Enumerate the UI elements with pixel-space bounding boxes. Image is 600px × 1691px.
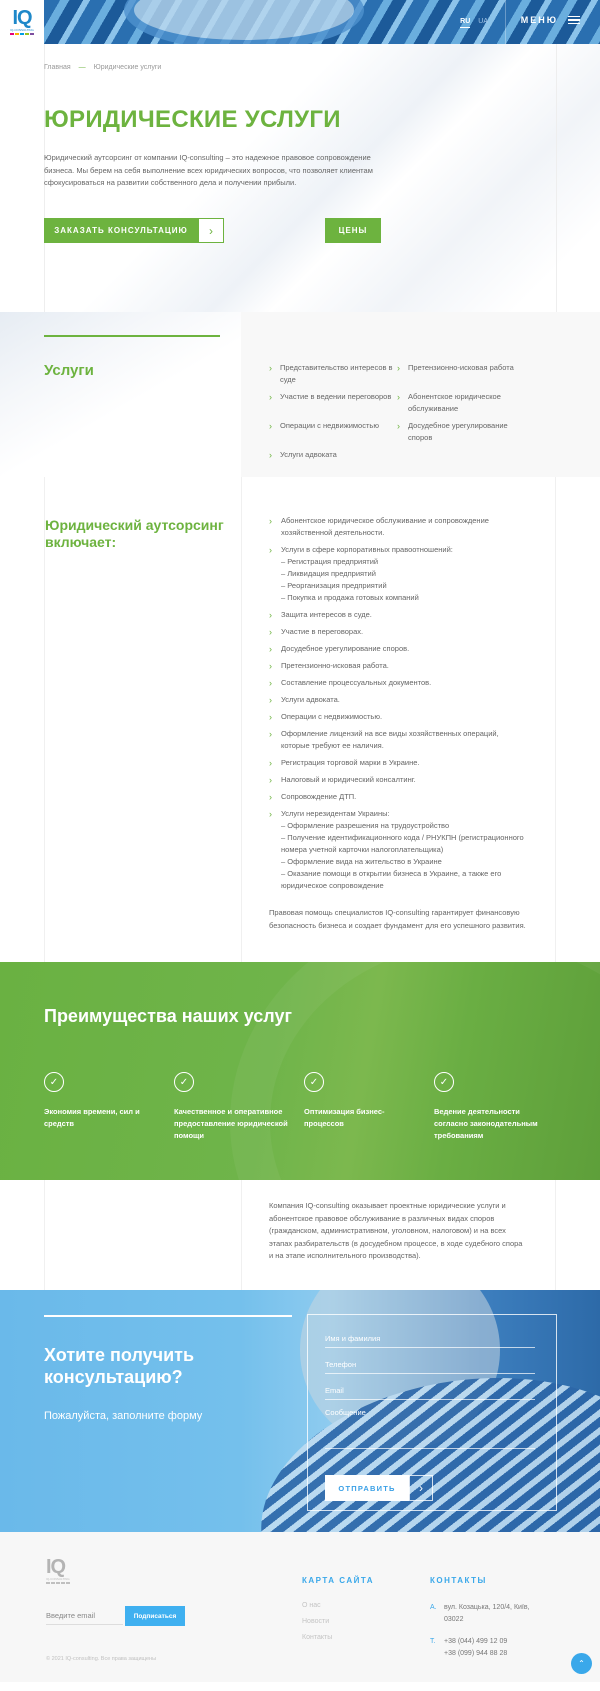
service-item[interactable] — [269, 362, 397, 386]
advantages-title-rest: наших услуг — [176, 1006, 292, 1026]
footer-logo-subtitle: IQ-CONSULTING — [46, 1577, 70, 1581]
outsourcing-item — [269, 544, 527, 604]
chevron-right-icon: › — [269, 627, 272, 637]
breadcrumb-separator: — — [78, 64, 86, 71]
site-footer — [0, 1532, 600, 1682]
outsourcing-item — [269, 808, 527, 892]
advantages-title-bold: Преимущества — [44, 1006, 177, 1026]
address: вул. Козацька, 120/4, Київ, 03022 — [444, 1604, 530, 1623]
breadcrumb — [44, 64, 161, 71]
spacer — [44, 1180, 241, 1290]
prices-button[interactable]: ЦЕНЫ — [325, 218, 381, 243]
outsourcing-item-body — [281, 808, 527, 892]
advantage-item — [304, 1072, 434, 1142]
chevron-right-icon: › — [397, 421, 400, 431]
accent-rule — [44, 1315, 292, 1317]
advantage-text: Ведение деятельности согласно законодательным требованиям — [434, 1107, 538, 1140]
outsourcing-sub-item: – Получение идентификационного кода / РНУКПН (регистрационного номера учетной карточки налогоплательщика) — [281, 833, 524, 854]
outsourcing-content — [241, 477, 556, 962]
footer-logo-dots — [46, 1582, 70, 1584]
advantage-item — [434, 1072, 564, 1142]
outsourcing-sub-item: – Оформление вида на жительство в Украине — [281, 857, 442, 866]
sitemap-link-news[interactable]: Новости — [302, 1618, 330, 1625]
check-circle-icon: ✓ — [434, 1072, 454, 1092]
lang-ua[interactable]: UA — [478, 18, 488, 25]
services-list-area — [241, 312, 600, 477]
outsourcing-sub-item: – Оформление разрешения на трудоустройство — [281, 821, 450, 830]
outsourcing-item — [269, 660, 527, 672]
advantage-text: Качественное и оперативное предоставление юридической помощи — [174, 1107, 288, 1140]
consultation-title-line2: консультацию? — [44, 1367, 183, 1387]
services-list — [269, 362, 525, 461]
chevron-right-icon: › — [198, 218, 224, 243]
outsourcing-sub-item: – Регистрация предприятий — [281, 557, 379, 566]
chevron-right-icon: › — [269, 363, 272, 373]
outsourcing-item-text: Оформление лицензий на все виды хозяйственных операций, которые требуют ее наличия. — [281, 729, 499, 750]
outsourcing-sub-item: – Покупка и продажа готовых компаний — [281, 593, 419, 602]
outsourcing-item-body — [281, 791, 527, 803]
accent-rule — [44, 335, 220, 337]
hero-section — [0, 44, 600, 312]
outsourcing-item — [269, 643, 527, 655]
outsourcing-item-body — [281, 711, 527, 723]
outsourcing-item-body — [281, 757, 527, 769]
advantages-list — [44, 1072, 564, 1142]
submit-button[interactable] — [325, 1475, 433, 1501]
chevron-right-icon: › — [269, 809, 272, 819]
outsourcing-list — [269, 515, 527, 892]
chevron-right-icon: › — [269, 610, 272, 620]
address-key: А. — [430, 1604, 437, 1611]
divider — [505, 0, 506, 44]
consultation-subtitle: Пожалуйста, заполните форму — [44, 1410, 203, 1422]
outsourcing-item-body — [281, 544, 527, 604]
service-label: Претензионно-исковая работа — [408, 363, 514, 372]
outsourcing-item-text: Претензионно-исковая работа. — [281, 661, 389, 670]
service-item[interactable] — [397, 391, 525, 415]
advantage-text: Экономия времени, сил и средств — [44, 1107, 140, 1128]
sitemap-link-contacts[interactable]: Контакты — [302, 1634, 333, 1641]
outsourcing-item-body — [281, 774, 527, 786]
hero-intro: Юридический аутсорсинг от компании IQ-consulting – это надежное правовое сопровождение бизнеса. Мы берем на себя выполнение всех юридических вопросов, что позволяет клиентам сфокусироваться на развитии собственного дела и получении прибыли. — [44, 153, 373, 187]
phone-list — [444, 1636, 507, 1660]
phone-key: Т. — [430, 1638, 436, 1645]
outsourcing-item-text: Абонентское юридическое обслуживание и сопровождение хозяйственной деятельности. — [281, 516, 489, 537]
services-section — [0, 312, 600, 477]
chevron-right-icon: › — [269, 792, 272, 802]
outsourcing-item-body — [281, 660, 527, 672]
consultation-form — [307, 1314, 557, 1511]
service-label: Услуги адвоката — [280, 450, 337, 459]
check-circle-icon: ✓ — [304, 1072, 324, 1092]
order-consultation-button[interactable] — [44, 218, 224, 243]
address-row — [430, 1602, 544, 1626]
chevron-right-icon: › — [269, 661, 272, 671]
menu-label: МЕНЮ — [520, 15, 558, 25]
phone-row — [430, 1636, 544, 1660]
outsourcing-item-text: Услуги нерезидентам Украины: — [281, 809, 390, 818]
outsourcing-item-body — [281, 515, 527, 539]
services-heading-area — [0, 312, 241, 477]
advantage-item — [174, 1072, 304, 1142]
advantage-item — [44, 1072, 174, 1142]
outsourcing-item-body — [281, 677, 527, 689]
service-label: Досудебное урегулирование споров — [408, 421, 508, 442]
breadcrumb-home[interactable]: Главная — [44, 64, 71, 71]
advantage-text: Оптимизация бизнес-процессов — [304, 1107, 385, 1128]
outsourcing-item — [269, 728, 527, 752]
service-label: Представительство интересов в суде — [280, 363, 393, 384]
service-item[interactable] — [397, 420, 525, 444]
sitemap-links — [302, 1602, 332, 1641]
outsourcing-item-text: Составление процессуальных документов. — [281, 678, 432, 687]
chevron-right-icon: › — [269, 545, 272, 555]
chevron-up-icon: ⌃ — [578, 1659, 585, 1668]
outsourcing-item-body — [281, 694, 527, 706]
logo-color-dots — [10, 33, 34, 35]
subscribe-button[interactable]: Подписаться — [125, 1606, 185, 1626]
outsourcing-item-body — [281, 609, 527, 621]
sitemap-title: КАРТА САЙТА — [302, 1576, 375, 1585]
sitemap-link-about[interactable]: О нас — [302, 1602, 321, 1609]
page-title: ЮРИДИЧЕСКИЕ УСЛУГИ — [44, 106, 341, 133]
outsourcing-item — [269, 609, 527, 621]
advantages-section — [0, 962, 600, 1180]
consultation-title — [44, 1344, 194, 1388]
chevron-right-icon: › — [269, 421, 272, 431]
chevron-right-icon: › — [269, 695, 272, 705]
menu-button[interactable] — [521, 15, 580, 25]
chevron-right-icon: › — [397, 363, 400, 373]
outsourcing-item-text: Сопровождение ДТП. — [281, 792, 357, 801]
chevron-right-icon: › — [269, 775, 272, 785]
outsourcing-item-text: Операции с недвижимостью. — [281, 712, 383, 721]
site-header — [0, 0, 600, 44]
chevron-right-icon: › — [269, 712, 272, 722]
contacts-block — [430, 1602, 544, 1670]
copyright: © 2021 IQ-consulting. Все права защищены — [46, 1656, 157, 1662]
outsourcing-sub-item: – Оказание помощи в открытии бизнеса в Украине, а также его юридическое сопровождение — [281, 869, 502, 890]
service-item[interactable] — [397, 362, 525, 386]
message-field[interactable] — [325, 1405, 535, 1449]
consultation-section — [0, 1290, 600, 1532]
breadcrumb-current: Юридические услуги — [93, 64, 162, 71]
services-title: Услуги — [44, 362, 94, 379]
chevron-right-icon: › — [269, 678, 272, 688]
scroll-to-top-button[interactable] — [571, 1653, 592, 1674]
chevron-right-icon: › — [269, 392, 272, 402]
phone-link[interactable]: +38 (044) 499 12 09 — [444, 1638, 508, 1645]
outsourcing-item — [269, 774, 527, 786]
contacts-title: КОНТАКТЫ — [430, 1576, 487, 1585]
grid-line — [556, 44, 557, 312]
service-item[interactable] — [269, 449, 397, 461]
company-description-section — [0, 1180, 600, 1290]
outsourcing-item-text: Услуги адвоката. — [281, 695, 340, 704]
outsourcing-item-text: Услуги в сфере корпоративных правоотношений: — [281, 545, 453, 554]
order-consultation-label: ЗАКАЗАТЬ КОНСУЛЬТАЦИЮ — [44, 218, 198, 243]
chevron-right-icon: › — [269, 729, 272, 739]
footer-logo-text: IQ — [46, 1556, 66, 1578]
outsourcing-item — [269, 711, 527, 723]
outsourcing-item-body — [281, 728, 527, 752]
hamburger-icon — [568, 16, 580, 25]
advantages-title — [44, 1006, 292, 1027]
outsourcing-note: Правовая помощь специалистов IQ-consulting гарантирует финансовую безопасность бизнеса и создает фундамент для его успешного развития. — [269, 908, 526, 930]
outsourcing-item — [269, 677, 527, 689]
chevron-right-icon: › — [397, 392, 400, 402]
outsourcing-item-text: Регистрация торговой марки в Украине. — [281, 758, 420, 767]
name-field[interactable] — [325, 1330, 535, 1348]
service-label: Участие в ведении переговоров — [280, 392, 392, 401]
outsourcing-item-body — [281, 643, 527, 655]
outsourcing-sub-item: – Ликвидация предприятий — [281, 569, 376, 578]
chevron-right-icon: › — [269, 450, 272, 460]
lang-ru[interactable]: RU — [460, 18, 470, 28]
outsourcing-title: Юридический аутсорсинг включает: — [45, 517, 224, 550]
check-circle-icon: ✓ — [174, 1072, 194, 1092]
logo-subtitle: IQ-CONSULTING — [10, 28, 34, 32]
chevron-right-icon: › — [409, 1475, 433, 1501]
outsourcing-heading-area — [44, 477, 241, 962]
footer-logo[interactable] — [46, 1557, 70, 1584]
company-description: Компания IQ-consulting оказывает проектные юридические услуги и абонентское правовое обслуживание в различных видах споров (гражданском, административном, уголовном, налоговом) и на всех этапах разбирательств (в досудебном процессе, в ходе судебного спора и на этапе исполнительного производства). — [241, 1180, 556, 1290]
outsourcing-item — [269, 791, 527, 803]
outsourcing-section — [0, 477, 600, 962]
outsourcing-item — [269, 694, 527, 706]
service-item[interactable] — [269, 391, 397, 415]
phone-link[interactable]: +38 (099) 944 88 28 — [444, 1650, 508, 1657]
logo-text: IQ — [12, 7, 32, 29]
service-label: Абонентское юридическое обслуживание — [408, 392, 501, 413]
outsourcing-item-text: Досудебное урегулирование споров. — [281, 644, 410, 653]
outsourcing-item-body — [281, 626, 527, 638]
check-circle-icon: ✓ — [44, 1072, 64, 1092]
logo[interactable] — [0, 0, 44, 44]
consultation-title-line1: Хотите получить — [44, 1345, 195, 1365]
subscribe-email-input[interactable] — [46, 1607, 123, 1625]
service-item[interactable] — [269, 420, 397, 444]
header-banner — [44, 0, 600, 44]
chevron-right-icon: › — [269, 644, 272, 654]
outsourcing-item-text: Защита интересов в суде. — [281, 610, 372, 619]
email-field[interactable] — [325, 1382, 535, 1400]
outsourcing-item — [269, 515, 527, 539]
outsourcing-sub-item: – Реорганизация предприятий — [281, 581, 387, 590]
outsourcing-item-text: Налоговый и юридический консалтинг. — [281, 775, 416, 784]
chevron-right-icon: › — [269, 758, 272, 768]
outsourcing-item — [269, 626, 527, 638]
outsourcing-item — [269, 757, 527, 769]
outsourcing-item-text: Участие в переговорах. — [281, 627, 364, 636]
phone-field[interactable] — [325, 1356, 535, 1374]
language-switcher — [460, 18, 488, 28]
chevron-right-icon: › — [269, 516, 272, 526]
service-label: Операции с недвижимостью — [280, 421, 379, 430]
submit-label: ОТПРАВИТЬ — [325, 1475, 409, 1501]
